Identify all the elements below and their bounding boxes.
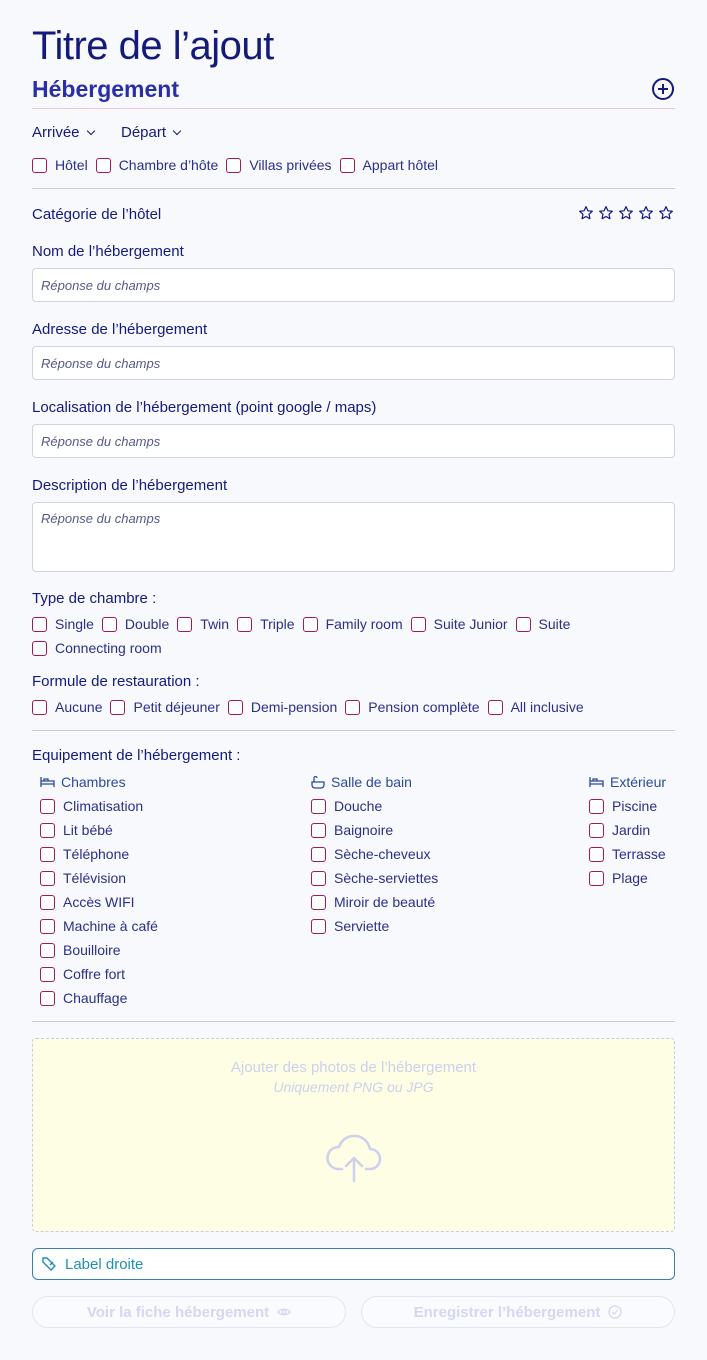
equip-air-conditioning[interactable]: Climatisation: [40, 794, 158, 818]
checkbox[interactable]: [311, 847, 326, 862]
equip-tv[interactable]: Télévision: [40, 866, 158, 890]
checkbox[interactable]: [40, 799, 55, 814]
checkbox[interactable]: [311, 871, 326, 886]
bathroom-heading: Salle de bain: [311, 770, 446, 794]
catering-all-inclusive[interactable]: All inclusive: [488, 695, 584, 719]
checkbox[interactable]: [311, 895, 326, 910]
checkbox[interactable]: [311, 799, 326, 814]
catering-half-board[interactable]: Demi-pension: [228, 695, 337, 719]
room-type-label: Type de chambre :: [32, 590, 157, 607]
address-label: Adresse de l’hébergement: [32, 321, 208, 338]
star-icon[interactable]: [638, 205, 654, 221]
checkbox[interactable]: [311, 823, 326, 838]
equip-shower[interactable]: Douche: [311, 794, 438, 818]
room-type-double[interactable]: Double: [102, 612, 169, 636]
divider: [32, 188, 675, 189]
checkbox[interactable]: [40, 847, 55, 862]
checkbox[interactable]: [228, 700, 243, 715]
check-circle-icon: [608, 1305, 622, 1319]
checkbox[interactable]: [32, 700, 47, 715]
equipment-label: Equipement de l’hébergement :: [32, 747, 241, 764]
hotel-category-label: Catégorie de l’hôtel: [32, 206, 162, 223]
accommodation-type-villas[interactable]: Villas privées: [226, 153, 331, 177]
accommodation-type-group: [32, 153, 446, 177]
catering-none[interactable]: Aucune: [32, 695, 102, 719]
equip-heating[interactable]: Chauffage: [40, 986, 158, 1010]
checkbox[interactable]: [32, 617, 47, 632]
checkbox[interactable]: [589, 799, 604, 814]
upload-subtitle: Uniquement PNG ou JPG: [273, 1079, 434, 1095]
bed-icon: [40, 776, 55, 788]
checkbox[interactable]: [96, 158, 111, 173]
equip-baby-bed[interactable]: Lit bébé: [40, 818, 158, 842]
departure-dropdown[interactable]: [121, 124, 180, 141]
checkbox[interactable]: [488, 700, 503, 715]
add-circle-icon[interactable]: [652, 78, 674, 100]
catering-full-board[interactable]: Pension complète: [345, 695, 479, 719]
checkbox[interactable]: [40, 871, 55, 886]
address-input[interactable]: [32, 346, 675, 380]
bed-icon: [589, 776, 604, 788]
location-input[interactable]: [32, 424, 675, 458]
room-type-triple[interactable]: Triple: [237, 612, 295, 636]
equip-pool[interactable]: Piscine: [589, 794, 666, 818]
checkbox[interactable]: [516, 617, 531, 632]
checkbox[interactable]: [32, 158, 47, 173]
checkbox[interactable]: [589, 847, 604, 862]
catering-label: Formule de restauration :: [32, 673, 200, 690]
room-type-connecting[interactable]: Connecting room: [32, 636, 162, 660]
star-icon[interactable]: [618, 205, 634, 221]
checkbox[interactable]: [311, 919, 326, 934]
star-rating[interactable]: [578, 205, 674, 221]
equipment-outdoor-column: [589, 770, 674, 890]
checkbox[interactable]: [589, 871, 604, 886]
checkbox[interactable]: [340, 158, 355, 173]
page-title: Titre de l’ajout: [32, 24, 274, 68]
room-type-suite-junior[interactable]: Suite Junior: [411, 612, 508, 636]
checkbox[interactable]: [110, 700, 125, 715]
accommodation-type-guesthouse[interactable]: Chambre d’hôte: [96, 153, 219, 177]
label-right-button[interactable]: Label droite: [32, 1248, 675, 1280]
accommodation-type-apart-hotel[interactable]: Appart hôtel: [340, 153, 439, 177]
view-accommodation-button[interactable]: Voir la fiche hébergement: [32, 1296, 346, 1328]
star-icon[interactable]: [578, 205, 594, 221]
accommodation-type-hotel[interactable]: Hôtel: [32, 153, 88, 177]
chevron-down-icon: [173, 126, 181, 134]
eye-icon: [277, 1307, 291, 1317]
location-label: Localisation de l’hébergement (point google / maps): [32, 399, 377, 416]
equip-towel[interactable]: Serviette: [311, 914, 438, 938]
departure-label: Départ: [121, 124, 167, 141]
checkbox[interactable]: [411, 617, 426, 632]
checkbox[interactable]: [237, 617, 252, 632]
room-type-group: [32, 612, 592, 660]
checkbox[interactable]: [177, 617, 192, 632]
outdoor-heading: Extérieur: [589, 770, 674, 794]
checkbox[interactable]: [102, 617, 117, 632]
rooms-heading: Chambres: [40, 770, 166, 794]
equipment-rooms-column: [40, 770, 166, 1010]
checkbox[interactable]: [40, 943, 55, 958]
checkbox[interactable]: [40, 967, 55, 982]
save-accommodation-button[interactable]: Enregistrer l’hébergement: [361, 1296, 675, 1328]
equip-terrace[interactable]: Terrasse: [589, 842, 666, 866]
equip-garden[interactable]: Jardin: [589, 818, 666, 842]
name-input[interactable]: [32, 268, 675, 302]
checkbox[interactable]: [40, 895, 55, 910]
tag-pen-icon: [41, 1256, 57, 1272]
checkbox[interactable]: [40, 823, 55, 838]
equip-hairdryer[interactable]: Sèche-cheveux: [311, 842, 438, 866]
equip-mirror[interactable]: Miroir de beauté: [311, 890, 438, 914]
photo-upload-dropzone[interactable]: [32, 1038, 675, 1232]
divider: [32, 730, 675, 731]
checkbox[interactable]: [303, 617, 318, 632]
equip-phone[interactable]: Téléphone: [40, 842, 158, 866]
catering-breakfast[interactable]: Petit déjeuner: [110, 695, 219, 719]
cloud-upload-icon: [326, 1133, 382, 1185]
divider: [32, 108, 675, 109]
checkbox[interactable]: [226, 158, 241, 173]
checkbox[interactable]: [40, 991, 55, 1006]
equip-towel-dryer[interactable]: Sèche-serviettes: [311, 866, 438, 890]
equip-beach[interactable]: Plage: [589, 866, 666, 890]
room-type-family[interactable]: Family room: [303, 612, 403, 636]
star-icon[interactable]: [658, 205, 674, 221]
checkbox[interactable]: [32, 641, 47, 656]
arrival-label: Arrivée: [32, 124, 80, 141]
star-icon[interactable]: [598, 205, 614, 221]
room-type-single[interactable]: Single: [32, 612, 94, 636]
catering-group: [32, 695, 592, 719]
section-title: Hébergement: [32, 76, 179, 102]
bathtub-icon: [311, 776, 325, 789]
equip-safe[interactable]: Coffre fort: [40, 962, 158, 986]
checkbox[interactable]: [40, 919, 55, 934]
equip-bathtub[interactable]: Baignoire: [311, 818, 438, 842]
checkbox[interactable]: [345, 700, 360, 715]
equip-wifi[interactable]: Accès WIFI: [40, 890, 158, 914]
description-label: Description de l’hébergement: [32, 477, 228, 494]
upload-title: Ajouter des photos de l’hébergement: [230, 1059, 477, 1076]
equip-coffee-machine[interactable]: Machine à café: [40, 914, 158, 938]
checkbox[interactable]: [589, 823, 604, 838]
arrival-dropdown[interactable]: [32, 124, 94, 141]
chevron-down-icon: [86, 126, 94, 134]
name-label: Nom de l’hébergement: [32, 243, 184, 260]
equip-kettle[interactable]: Bouilloire: [40, 938, 158, 962]
divider: [32, 1021, 675, 1022]
room-type-twin[interactable]: Twin: [177, 612, 229, 636]
equipment-bathroom-column: [311, 770, 446, 938]
description-textarea[interactable]: [32, 502, 675, 572]
room-type-suite[interactable]: Suite: [516, 612, 571, 636]
